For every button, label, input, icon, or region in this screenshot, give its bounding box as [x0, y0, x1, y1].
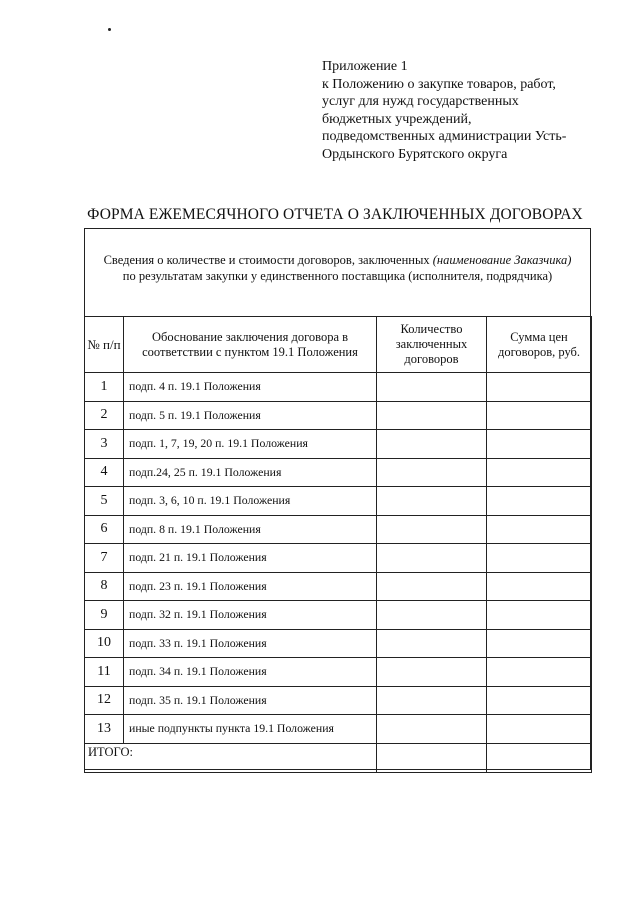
row-number: 4 [85, 458, 124, 487]
table-row [85, 601, 592, 630]
row-basis: подп. 23 п. 19.1 Положения [124, 572, 377, 601]
table-row [85, 658, 592, 687]
appendix-line: Приложение 1 [322, 59, 408, 74]
row-count-cell[interactable] [377, 601, 487, 630]
row-number: 10 [85, 629, 124, 658]
row-sum-cell[interactable] [487, 401, 592, 430]
row-count-cell[interactable] [377, 458, 487, 487]
row-sum-cell[interactable] [487, 544, 592, 573]
row-basis: подп. 34 п. 19.1 Положения [124, 658, 377, 687]
total-row [85, 743, 592, 773]
row-sum-cell[interactable] [487, 515, 592, 544]
table-row [85, 401, 592, 430]
row-sum-cell[interactable] [487, 629, 592, 658]
scan-speck [108, 28, 111, 31]
row-count-cell[interactable] [377, 686, 487, 715]
row-number: 1 [85, 373, 124, 402]
header-basis: Обоснование заключения договора в соответствии с пунктом 19.1 Положения [124, 317, 377, 373]
table-row [85, 629, 592, 658]
header-count: Количество заключенных договоров [377, 317, 487, 373]
row-number: 3 [85, 430, 124, 459]
table-row [85, 515, 592, 544]
row-basis: подп. 8 п. 19.1 Положения [124, 515, 377, 544]
appendix-line: подведомственных администрации Усть- [322, 129, 567, 144]
row-count-cell[interactable] [377, 373, 487, 402]
total-label: ИТОГО: [85, 743, 377, 773]
row-basis: подп. 5 п. 19.1 Положения [124, 401, 377, 430]
appendix-line: Ордынского Бурятского округа [322, 146, 508, 162]
row-number: 12 [85, 686, 124, 715]
row-number: 13 [85, 715, 124, 744]
description-text-2: по результатам закупки у единственного поставщика (исполнителя, подрядчика) [122, 269, 553, 283]
total-count-cell[interactable] [377, 743, 487, 773]
row-count-cell[interactable] [377, 401, 487, 430]
report-description [84, 228, 591, 316]
total-sum-cell[interactable] [487, 743, 592, 773]
row-number: 11 [85, 658, 124, 687]
table-row [85, 572, 592, 601]
row-basis: иные подпункты пункта 19.1 Положения [124, 715, 377, 744]
appendix-line: бюджетных учреждений, [322, 111, 472, 127]
report-table [84, 316, 592, 773]
row-count-cell[interactable] [377, 544, 487, 573]
header-num: № п/п [85, 317, 124, 373]
row-basis: подп. 32 п. 19.1 Положения [124, 601, 377, 630]
row-sum-cell[interactable] [487, 601, 592, 630]
row-sum-cell[interactable] [487, 658, 592, 687]
table-row [85, 715, 592, 744]
row-count-cell[interactable] [377, 572, 487, 601]
appendix-line: услуг для нужд государственных [322, 94, 519, 109]
row-number: 9 [85, 601, 124, 630]
row-sum-cell[interactable] [487, 373, 592, 402]
row-basis: подп. 21 п. 19.1 Положения [124, 544, 377, 573]
table-row [85, 487, 592, 516]
appendix-line: к Положению о закупке товаров, работ, [322, 76, 556, 92]
row-sum-cell[interactable] [487, 572, 592, 601]
row-count-cell[interactable] [377, 629, 487, 658]
row-count-cell[interactable] [377, 487, 487, 516]
row-basis: подп. 1, 7, 19, 20 п. 19.1 Положения [124, 430, 377, 459]
customer-name-placeholder: (наименование Заказчика) [432, 253, 572, 267]
table-row [85, 373, 592, 402]
table-row [85, 544, 592, 573]
description-text: Сведения о количестве и стоимости договоров, заключенных [103, 253, 433, 267]
row-sum-cell[interactable] [487, 487, 592, 516]
table-row [85, 430, 592, 459]
row-count-cell[interactable] [377, 658, 487, 687]
form-title: ФОРМА ЕЖЕМЕСЯЧНОГО ОТЧЕТА О ЗАКЛЮЧЕННЫХ ДОГОВОРАХ [87, 206, 583, 223]
row-sum-cell[interactable] [487, 430, 592, 459]
row-number: 8 [85, 572, 124, 601]
row-number: 6 [85, 515, 124, 544]
row-count-cell[interactable] [377, 430, 487, 459]
row-basis: подп.24, 25 п. 19.1 Положения [124, 458, 377, 487]
row-basis: подп. 3, 6, 10 п. 19.1 Положения [124, 487, 377, 516]
row-sum-cell[interactable] [487, 715, 592, 744]
row-basis: подп. 33 п. 19.1 Положения [124, 629, 377, 658]
header-sum: Сумма цен договоров, руб. [487, 317, 592, 373]
appendix-header [322, 58, 622, 163]
row-sum-cell[interactable] [487, 458, 592, 487]
row-count-cell[interactable] [377, 515, 487, 544]
row-number: 7 [85, 544, 124, 573]
row-basis: подп. 35 п. 19.1 Положения [124, 686, 377, 715]
table-row [85, 686, 592, 715]
row-basis: подп. 4 п. 19.1 Положения [124, 373, 377, 402]
table-header-row [85, 317, 592, 373]
row-number: 5 [85, 487, 124, 516]
table-row [85, 458, 592, 487]
row-number: 2 [85, 401, 124, 430]
row-count-cell[interactable] [377, 715, 487, 744]
row-sum-cell[interactable] [487, 686, 592, 715]
